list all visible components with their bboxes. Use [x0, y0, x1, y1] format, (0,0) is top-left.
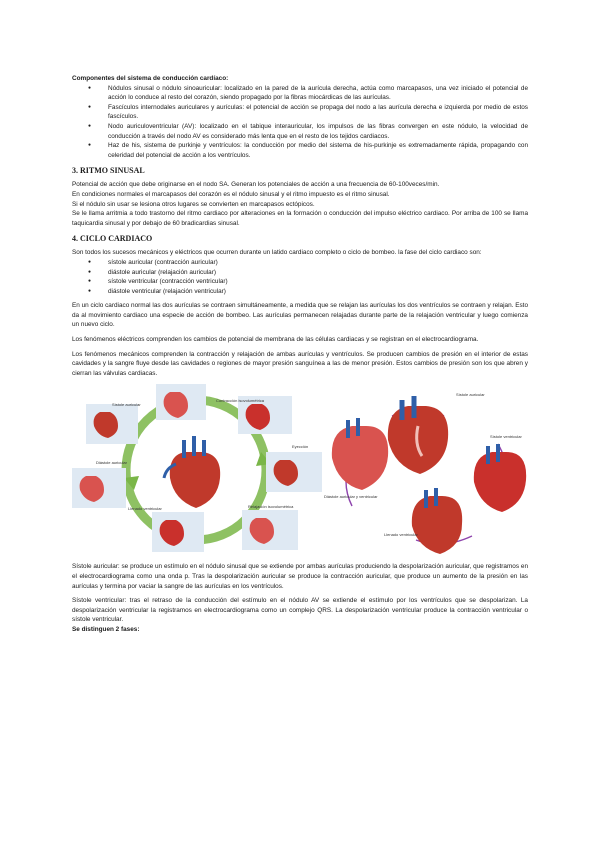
document-page [72, 74, 528, 635]
figure-label: Diástole auricular [96, 460, 127, 466]
figure-label: Llenado ventricular [384, 532, 418, 538]
components-list [72, 84, 528, 161]
paragraph: Sístole ventricular: tras el retraso de la conducción del estímulo en el nódulo AV se extiende el estímulo por los ventrículos que se despolarizan. La despolarización ventricular la registramos en electrocardiograma como un complejo QRS. La despolarización ventricular produce la contracción ventricular o sístole ventricular. [72, 597, 528, 624]
list-item: ● Nodo auriculoventricular (AV): localizado en el tabique interauricular, los impulsos de las fibras convergen en este nódulo, la velocidad de conducción a través del nodo AV es considerado más lenta que en el resto de los tejidos cardiacos. [72, 122, 528, 141]
list-item: ● sístole ventricular (contracción ventricular) [72, 277, 528, 287]
heart-cycle-diagram [322, 386, 538, 556]
list-item: ● sístole auricular (contracción auricular) [72, 258, 528, 268]
figure-label: Sístole auricular [112, 402, 141, 408]
figure-label: Llenado ventricular [128, 506, 162, 512]
figure-label: Sístole auricular [456, 392, 485, 398]
figure-label: Sístole ventricular [490, 434, 522, 440]
figures-row [72, 382, 528, 562]
paragraph: Potencial de acción que debe originarse en el nodo SA. Generan los potenciales de acción a una frecuencia de 60-100veces/min. [72, 181, 440, 189]
list-item: ● Nódulos sinusal o nódulo sinoauricular: localizado en la pared de la aurícula derecha, actúa como marcapasos, una vez iniciado el potencial de acción lo conduce al resto del corazón, siendo propagado por la fibras miocárdicas de las aurículas. [72, 84, 528, 103]
section-heading-ritmo: 3. RITMO SINUSAL [72, 166, 145, 176]
figure-label: Eyección [292, 444, 309, 450]
paragraph: Sístole auricular: se produce un estímulo en el nódulo sinusal que se extiende por ambas aurículas produciendo la despolarización auricular, que registramos en el electrocardiograma como una onda p. Tras la despolarización auricular se produce la contracción auricular, que produce un aumento de la presión en las aurículas y termina por vaciar la sangre de las aurículas en los ventrículos. [72, 563, 528, 590]
paragraph: Los fenómenos mecánicos comprenden la contracción y relajación de ambas aurículas y ventrículos. Se producen cambios de presión en el interior de estas cavidades y la sangre fluye desde las cavidades o regiones de mayor presión sanguínea a las de menor presión. Estos cambios de presión son los que abren y cierran las válvulas cardiacas. [72, 350, 528, 377]
list-item: ● diástole auricular (relajación auricular) [72, 268, 528, 278]
list-item: ● Fascículos internodales auriculares y aurículas: el potencial de acción se propaga del nodo a las aurícula derecha e izquierda por medio de estos fascículos. [72, 103, 528, 122]
figure-label: Diástole auricular y ventricular [324, 494, 378, 500]
list-item: ● diástole ventricular (relajación ventricular) [72, 287, 528, 297]
section-heading-ciclo: 4. CICLO CARDIACO [72, 234, 153, 244]
figure-label: Contracción isovolumétrica [216, 398, 265, 404]
list-item: ● Haz de his, sistema de purkinje y ventrículos: la conducción por medio del sistema de his-purkinje es extremadamente rápida, propagando con celeridad del potencial de acción a los ventrículos. [72, 141, 528, 160]
paragraph: Son todos los sucesos mecánicos y eléctricos que ocurren durante un latido cardiaco completo o ciclo de bombeo. la fase del ciclo cardiaco son: [72, 249, 482, 257]
phases-list [72, 258, 528, 296]
components-title: Componentes del sistema de conducción cardíaco: [72, 75, 229, 82]
paragraph: En condiciones normales el marcapasos del corazón es el nódulo sinusal y el ritmo impuesto es el ritmo sinusal. [72, 190, 390, 198]
paragraph: Si el nódulo sin usar se lesiona otros lugares se convierten en marcapasos ectópicos. [72, 200, 315, 208]
paragraph: Se le llama arritmia a todo trastorno del ritmo cardiaco por alteraciones en la formación o conducción del impulso eléctrico cardiaco. Por arriba de 100 se llama taquicardia sinusal y por debajo de 60 bradicardias sinusal. [72, 210, 528, 227]
paragraph: Los fenómenos eléctricos comprenden los cambios de potencial de membrana de las células cardiacas y se registran en el electrocardiograma. [72, 336, 479, 344]
cardiac-cycle-diagram [66, 382, 328, 557]
figure-label: Relajación isovolumétrica [248, 504, 294, 510]
paragraph: Se distinguen 2 fases: [72, 626, 140, 633]
paragraph: En un ciclo cardiaco normal las dos aurículas se contraen simultáneamente, a medida que se relajan las aurículas los dos ventrículos se contraen y relajan. Esto da al movimiento cardiaco una especie de acción de bombeo. Las aurículas permanecen relajadas durante parte de la relajación ventricular y luego comienza un nuevo ciclo. [72, 302, 528, 329]
